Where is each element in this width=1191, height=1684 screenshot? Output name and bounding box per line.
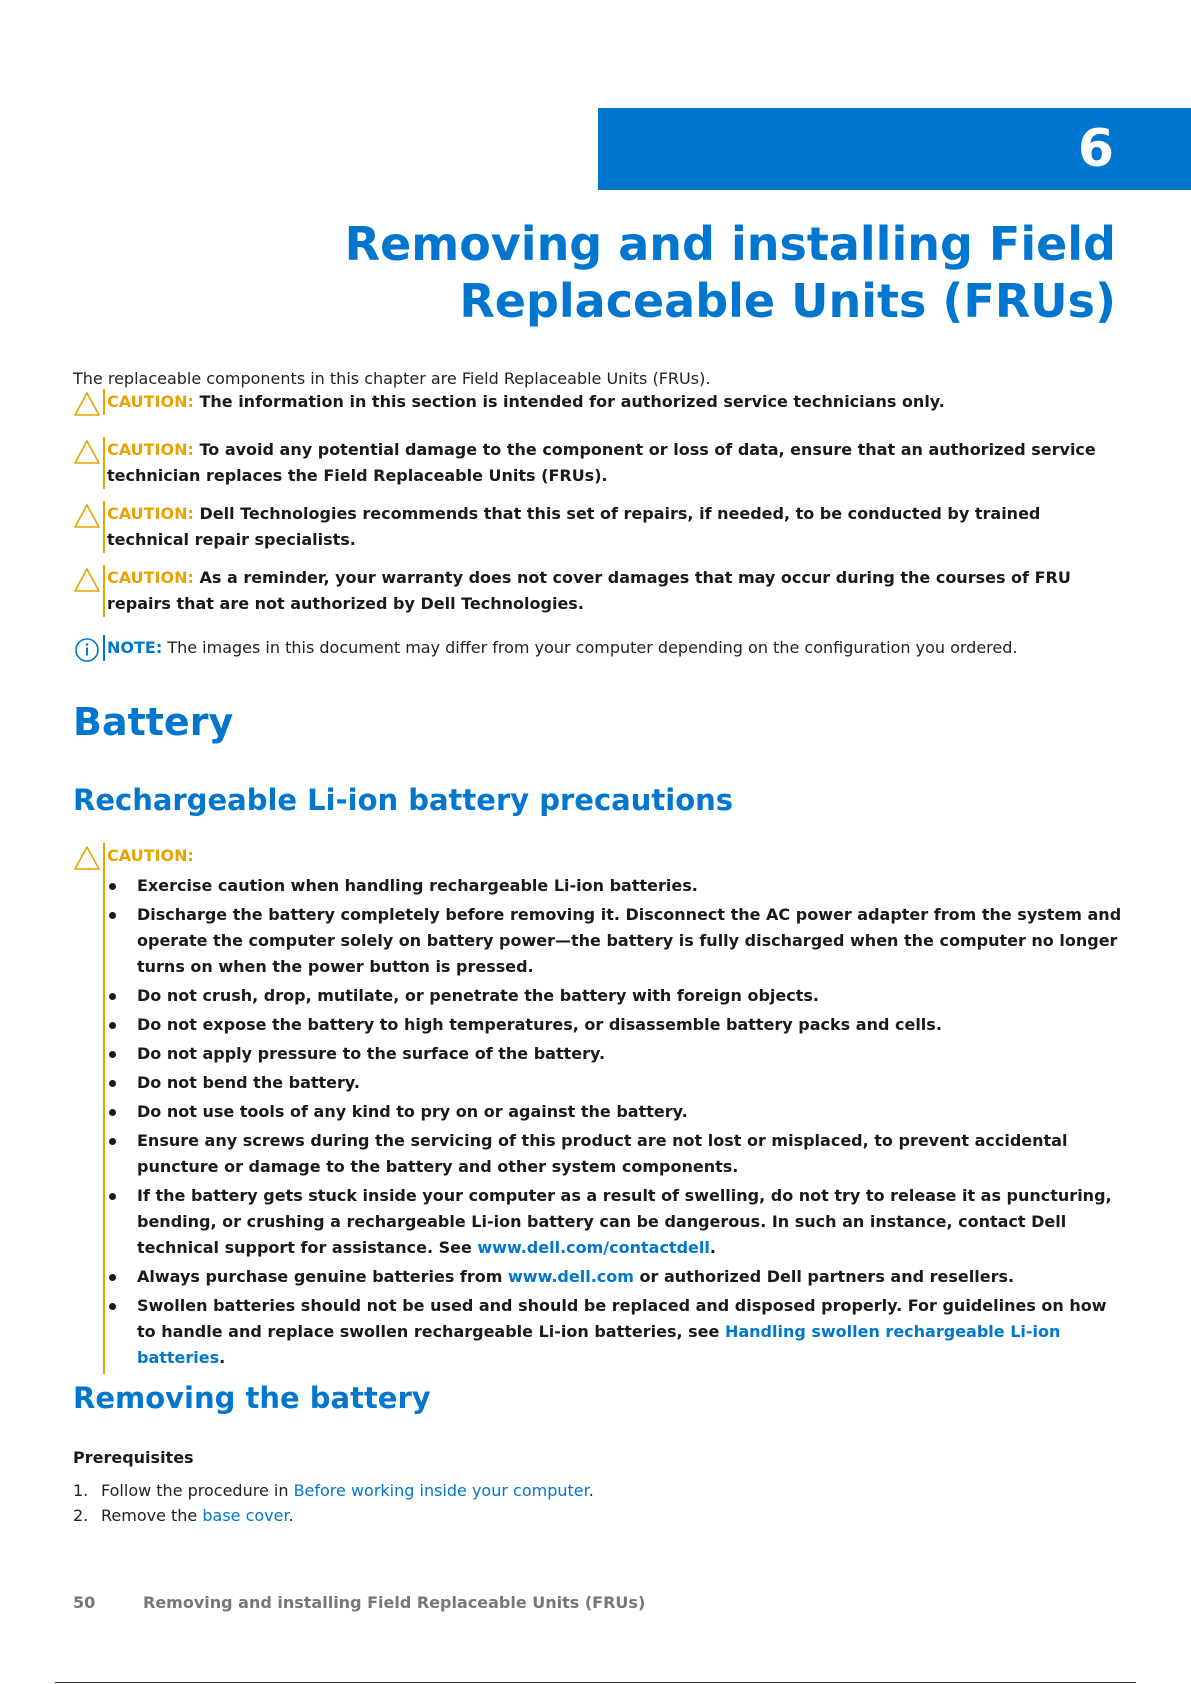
precautions-heading: Rechargeable Li-ion battery precautions [73,783,734,817]
step-number: 2. [73,1506,89,1525]
chapter-number: 6 [1077,119,1114,179]
info-icon [73,637,101,663]
list-item: Do not crush, drop, mutilate, or penetrate the battery with foreign objects. [107,983,1123,1009]
caution-icon [73,567,101,593]
footer-title: Removing and installing Field Replaceable Units (FRUs) [143,1593,646,1612]
caution-callout [73,437,1123,489]
prerequisites-label: Prerequisites [73,1448,194,1467]
step-number: 1. [73,1481,89,1500]
list-item: Do not bend the battery. [107,1070,1123,1096]
list-item: Exercise caution when handling rechargeable Li-ion batteries. [107,873,1123,899]
caution-icon [73,503,101,529]
contactdell-link[interactable]: www.dell.com/contactdell [477,1238,710,1257]
caution-text: Dell Technologies recommends that this set of repairs, if needed, to be conducted by trained technical repair specialists. [107,504,1041,549]
caution-text: To avoid any potential damage to the component or loss of data, ensure that an authorized service technician replaces the Field Replaceable Units (FRUs). [107,440,1096,485]
chapter-title: Removing and installing Field Replaceable Units (FRUs) [344,217,1116,328]
caution-label: CAUTION: [107,504,194,523]
battery-caution-callout [73,843,1123,1374]
removing-battery-heading: Removing the battery [73,1381,431,1415]
swollen-batteries-link[interactable]: Handling swollen rechargeable Li-ion batteries [137,1322,1061,1367]
caution-label: CAUTION: [107,440,194,459]
caution-callout [73,501,1123,553]
page-footer [73,1592,645,1614]
dell-com-link[interactable]: www.dell.com [508,1267,634,1286]
base-cover-link[interactable]: base cover [202,1506,289,1525]
note-callout [73,635,1123,661]
list-item: Swollen batteries should not be used and should be replaced and disposed properly. For guidelines on how to handle and replace swollen rechargeable Li-ion batteries, see Handling swollen rechargeable Li-ion batteries. [107,1293,1123,1371]
precautions-list [107,873,1123,1371]
note-label: NOTE: [107,638,163,657]
caution-bar [103,501,105,553]
caution-icon [73,391,101,417]
caution-bar [103,843,105,1374]
note-bar [103,635,105,661]
caution-callout [73,565,1123,617]
caution-bar [103,565,105,617]
battery-heading: Battery [73,700,234,744]
chapter-band [598,108,1191,190]
caution-text: The information in this section is intended for authorized service technicians only. [199,392,945,411]
list-item: Do not use tools of any kind to pry on or against the battery. [107,1099,1123,1125]
note-text: The images in this document may differ from your computer depending on the configuration you ordered. [167,638,1018,657]
footer-divider [55,1682,1136,1683]
page-number: 50 [73,1593,96,1612]
caution-icon [73,845,101,871]
list-item: 1. Follow the procedure in Before working inside your computer. [73,1478,594,1503]
before-working-link[interactable]: Before working inside your computer [293,1481,589,1500]
list-item: Do not apply pressure to the surface of the battery. [107,1041,1123,1067]
caution-icon [73,439,101,465]
caution-label: CAUTION: [107,846,194,865]
caution-callout [73,389,1123,415]
intro-text: The replaceable components in this chapter are Field Replaceable Units (FRUs). [73,369,711,388]
prerequisite-steps [73,1478,594,1528]
list-item: If the battery gets stuck inside your computer as a result of swelling, do not try to release it as puncturing, bending, or crushing a rechargeable Li-ion battery can be dangerous. In such an instance, contact Dell technical support for assistance. See www.dell.com/contactdell. [107,1183,1123,1261]
caution-label: CAUTION: [107,392,194,411]
list-item: Do not expose the battery to high temperatures, or disassemble battery packs and cells. [107,1012,1123,1038]
caution-label: CAUTION: [107,568,194,587]
list-item: Discharge the battery completely before removing it. Disconnect the AC power adapter from the system and operate the computer solely on battery power—the battery is fully discharged when the computer no longer turns on when the power button is pressed. [107,902,1123,980]
caution-text: As a reminder, your warranty does not cover damages that may occur during the courses of FRU repairs that are not authorized by Dell Technologies. [107,568,1071,613]
list-item: Always purchase genuine batteries from www.dell.com or authorized Dell partners and resellers. [107,1264,1123,1290]
list-item: 2. Remove the base cover. [73,1503,594,1528]
list-item: Ensure any screws during the servicing of this product are not lost or misplaced, to prevent accidental puncture or damage to the battery and other system components. [107,1128,1123,1180]
caution-bar [103,437,105,489]
caution-bar [103,389,105,415]
